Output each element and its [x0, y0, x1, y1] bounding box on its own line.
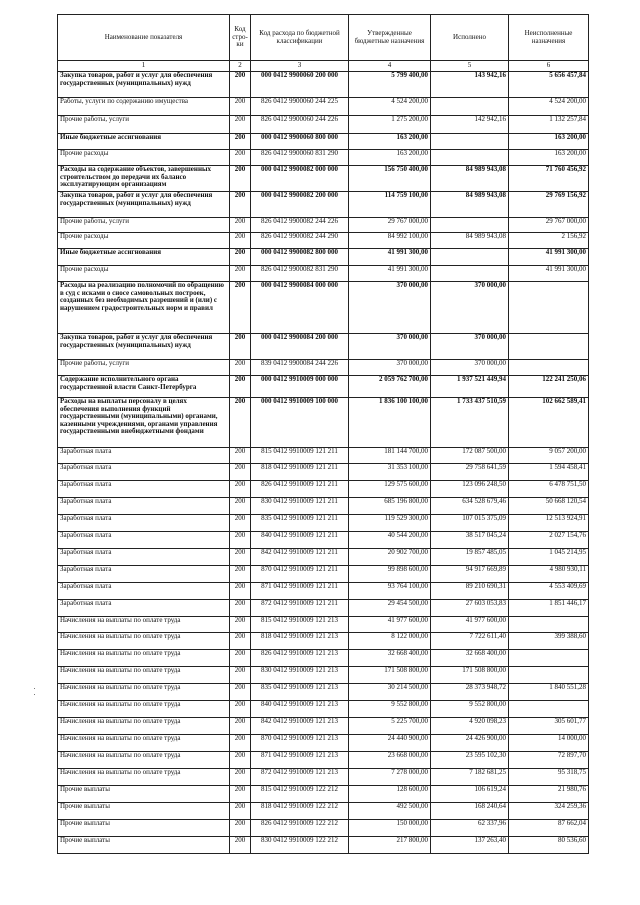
table-row	[58, 249, 589, 266]
unexecuted-amount-cell: 163 200,00	[509, 150, 589, 166]
table-row	[58, 464, 589, 481]
expense-code-cell: 000 0412 9900082 200 000	[251, 192, 349, 218]
expense-code-cell: 826 0412 9900060 831 290	[251, 150, 349, 166]
unexecuted-amount-cell: 41 991 300,00	[509, 249, 589, 266]
header-indicator-name: Наименование показателя	[58, 15, 230, 61]
indicator-name-cell: Заработная плата	[58, 566, 230, 583]
indicator-name-cell: Заработная плата	[58, 532, 230, 549]
table-row	[58, 98, 589, 116]
expense-code-cell: 870 0412 9910009 121 211	[251, 566, 349, 583]
executed-amount-cell: 7 722 611,40	[431, 633, 509, 650]
line-code-cell: 200	[230, 192, 251, 218]
approved-amount-cell: 5 225 700,00	[349, 718, 431, 735]
table-row	[58, 769, 589, 786]
table-row	[58, 650, 589, 667]
indicator-name-cell: Начисления на выплаты по оплате труда	[58, 633, 230, 650]
executed-amount-cell: 4 920 098,23	[431, 718, 509, 735]
executed-amount-cell: 370 000,00	[431, 282, 509, 334]
line-code-cell: 200	[230, 233, 251, 249]
header-line-code: Код стро-ки	[230, 15, 251, 61]
line-code-cell: 200	[230, 98, 251, 116]
unexecuted-amount-cell: 4 524 200,00	[509, 98, 589, 116]
executed-amount-cell	[431, 98, 509, 116]
line-code-cell: 200	[230, 752, 251, 769]
indicator-name-cell: Прочие расходы	[58, 266, 230, 282]
unexecuted-amount-cell: 50 668 120,54	[509, 498, 589, 515]
line-code-cell: 200	[230, 549, 251, 566]
executed-amount-cell: 171 508 800,00	[431, 667, 509, 684]
table-row	[58, 266, 589, 282]
indicator-name-cell: Расходы на выплаты персоналу в целях обеспечения выполнения функций государственными (муниципальными) органами, казенными учреждениями, органами управления государственными внебюджетными фондами	[58, 398, 230, 448]
unexecuted-amount-cell	[509, 617, 589, 633]
expense-code-cell: 835 0412 9910009 121 213	[251, 684, 349, 701]
approved-amount-cell: 370 000,00	[349, 360, 431, 376]
unexecuted-amount-cell: 9 057 200,00	[509, 448, 589, 464]
column-number: 4	[349, 61, 431, 72]
executed-amount-cell: 7 182 681,25	[431, 769, 509, 786]
approved-amount-cell: 156 750 400,00	[349, 166, 431, 192]
table-row	[58, 150, 589, 166]
line-code-cell: 200	[230, 803, 251, 820]
unexecuted-amount-cell: 1 851 446,17	[509, 600, 589, 617]
executed-amount-cell: 142 942,16	[431, 116, 509, 134]
executed-amount-cell: 1 937 521 449,94	[431, 376, 509, 398]
executed-amount-cell: 29 758 641,59	[431, 464, 509, 481]
executed-amount-cell: 62 337,96	[431, 820, 509, 837]
line-code-cell: 200	[230, 376, 251, 398]
expense-code-cell: 830 0412 9910009 121 211	[251, 498, 349, 515]
line-code-cell: 200	[230, 820, 251, 837]
expense-code-cell: 871 0412 9910009 121 211	[251, 583, 349, 600]
expense-code-cell: 842 0412 9910009 121 211	[251, 549, 349, 566]
approved-amount-cell: 2 059 762 700,00	[349, 376, 431, 398]
executed-amount-cell: 106 619,24	[431, 786, 509, 803]
indicator-name-cell: Начисления на выплаты по оплате труда	[58, 718, 230, 735]
line-code-cell: 200	[230, 515, 251, 532]
approved-amount-cell: 7 278 000,00	[349, 769, 431, 786]
expense-code-cell: 870 0412 9910009 121 213	[251, 735, 349, 752]
approved-amount-cell: 29 454 500,00	[349, 600, 431, 617]
line-code-cell: 200	[230, 718, 251, 735]
indicator-name-cell: Прочие работы, услуги	[58, 360, 230, 376]
approved-amount-cell: 31 353 100,00	[349, 464, 431, 481]
executed-amount-cell: 24 426 900,00	[431, 735, 509, 752]
expense-code-cell: 840 0412 9910009 121 213	[251, 701, 349, 718]
table-row	[58, 752, 589, 769]
executed-amount-cell: 27 603 053,83	[431, 600, 509, 617]
executed-amount-cell: 9 552 800,00	[431, 701, 509, 718]
indicator-name-cell: Заработная плата	[58, 481, 230, 498]
indicator-name-cell: Работы, услуги по содержанию имущества	[58, 98, 230, 116]
expense-code-cell: 826 0412 9910009 122 212	[251, 820, 349, 837]
approved-amount-cell: 128 600,00	[349, 786, 431, 803]
approved-amount-cell: 1 836 100 100,00	[349, 398, 431, 448]
unexecuted-amount-cell	[509, 282, 589, 334]
table-body	[58, 72, 589, 854]
line-code-cell: 200	[230, 532, 251, 549]
indicator-name-cell: Расходы на реализацию полномочий по обращению в суд с исками о сносе самовольных построек, созданных без необходимых разрешений и (или) с нарушением градостроительных норм и правил	[58, 282, 230, 334]
expense-code-cell: 000 0412 9900082 800 000	[251, 249, 349, 266]
indicator-name-cell: Начисления на выплаты по оплате труда	[58, 617, 230, 633]
indicator-name-cell: Заработная плата	[58, 464, 230, 481]
approved-amount-cell: 1 275 200,00	[349, 116, 431, 134]
unexecuted-amount-cell: 71 760 456,92	[509, 166, 589, 192]
unexecuted-amount-cell: 4 553 409,69	[509, 583, 589, 600]
indicator-name-cell: Заработная плата	[58, 498, 230, 515]
line-code-cell: 200	[230, 684, 251, 701]
unexecuted-amount-cell: 1 132 257,84	[509, 116, 589, 134]
table-row	[58, 398, 589, 448]
line-code-cell: 200	[230, 498, 251, 515]
approved-amount-cell: 685 196 800,00	[349, 498, 431, 515]
executed-amount-cell	[431, 249, 509, 266]
column-number: 5	[431, 61, 509, 72]
line-code-cell: 200	[230, 617, 251, 633]
approved-amount-cell: 41 977 600,00	[349, 617, 431, 633]
expense-code-cell: 000 0412 9900060 200 000	[251, 72, 349, 98]
unexecuted-amount-cell: 2 027 154,76	[509, 532, 589, 549]
unexecuted-amount-cell: 1 045 214,95	[509, 549, 589, 566]
approved-amount-cell: 84 992 100,00	[349, 233, 431, 249]
indicator-name-cell: Прочие работы, услуги	[58, 116, 230, 134]
line-code-cell: 200	[230, 566, 251, 583]
expense-code-cell: 830 0412 9910009 121 213	[251, 667, 349, 684]
expense-code-cell: 818 0412 9910009 121 211	[251, 464, 349, 481]
line-code-cell: 200	[230, 150, 251, 166]
table-row	[58, 515, 589, 532]
approved-amount-cell: 114 759 100,00	[349, 192, 431, 218]
header-expense-code: Код расхода по бюджетной классификации	[251, 15, 349, 61]
approved-amount-cell: 163 200,00	[349, 134, 431, 150]
unexecuted-amount-cell: 122 241 250,06	[509, 376, 589, 398]
line-code-cell: 200	[230, 464, 251, 481]
unexecuted-amount-cell	[509, 650, 589, 667]
approved-amount-cell: 29 767 000,00	[349, 218, 431, 233]
unexecuted-amount-cell: 102 662 589,41	[509, 398, 589, 448]
indicator-name-cell: Начисления на выплаты по оплате труда	[58, 650, 230, 667]
indicator-name-cell: Начисления на выплаты по оплате труда	[58, 684, 230, 701]
expense-code-cell: 000 0412 9910009 000 000	[251, 376, 349, 398]
header-unexecuted: Неисполненные назначения	[509, 15, 589, 61]
indicator-name-cell: Прочие работы, услуги	[58, 218, 230, 233]
indicator-name-cell: Прочие выплаты	[58, 786, 230, 803]
approved-amount-cell: 4 524 200,00	[349, 98, 431, 116]
expense-code-cell: 839 0412 9900084 244 226	[251, 360, 349, 376]
expense-code-cell: 818 0412 9910009 121 213	[251, 633, 349, 650]
table-row	[58, 481, 589, 498]
indicator-name-cell: Прочие выплаты	[58, 820, 230, 837]
executed-amount-cell: 32 668 400,00	[431, 650, 509, 667]
table-row	[58, 532, 589, 549]
expense-code-cell: 815 0412 9910009 122 212	[251, 786, 349, 803]
approved-amount-cell: 20 902 700,00	[349, 549, 431, 566]
expense-code-cell: 871 0412 9910009 121 213	[251, 752, 349, 769]
indicator-name-cell: Начисления на выплаты по оплате труда	[58, 667, 230, 684]
unexecuted-amount-cell	[509, 667, 589, 684]
line-code-cell: 200	[230, 218, 251, 233]
executed-amount-cell: 634 528 679,46	[431, 498, 509, 515]
column-number: 3	[251, 61, 349, 72]
expense-code-cell: 000 0412 9900082 000 000	[251, 166, 349, 192]
table-row	[58, 549, 589, 566]
indicator-name-cell: Прочие расходы	[58, 233, 230, 249]
table-row	[58, 617, 589, 633]
executed-amount-cell: 143 942,16	[431, 72, 509, 98]
indicator-name-cell: Начисления на выплаты по оплате труда	[58, 735, 230, 752]
column-number-row	[58, 61, 589, 72]
executed-amount-cell: 123 096 248,50	[431, 481, 509, 498]
executed-amount-cell: 84 989 943,08	[431, 166, 509, 192]
approved-amount-cell: 24 440 900,00	[349, 735, 431, 752]
executed-amount-cell	[431, 134, 509, 150]
table-row	[58, 718, 589, 735]
approved-amount-cell: 93 764 100,00	[349, 583, 431, 600]
unexecuted-amount-cell: 12 513 924,91	[509, 515, 589, 532]
line-code-cell: 200	[230, 481, 251, 498]
line-code-cell: 200	[230, 701, 251, 718]
unexecuted-amount-cell: 5 656 457,84	[509, 72, 589, 98]
approved-amount-cell: 370 000,00	[349, 334, 431, 360]
unexecuted-amount-cell	[509, 360, 589, 376]
unexecuted-amount-cell: 87 662,04	[509, 820, 589, 837]
expense-code-cell: 000 0412 9900060 800 000	[251, 134, 349, 150]
table-row	[58, 600, 589, 617]
executed-amount-cell: 38 517 045,24	[431, 532, 509, 549]
indicator-name-cell: Начисления на выплаты по оплате труда	[58, 769, 230, 786]
expense-code-cell: 000 0412 9910009 100 000	[251, 398, 349, 448]
unexecuted-amount-cell	[509, 701, 589, 718]
indicator-name-cell: Заработная плата	[58, 583, 230, 600]
approved-amount-cell: 119 529 300,00	[349, 515, 431, 532]
line-code-cell: 200	[230, 72, 251, 98]
column-number: 6	[509, 61, 589, 72]
indicator-name-cell: Иные бюджетные ассигнования	[58, 249, 230, 266]
line-code-cell: 200	[230, 735, 251, 752]
table-row	[58, 583, 589, 600]
expense-code-cell: 830 0412 9910009 122 212	[251, 837, 349, 854]
indicator-name-cell: Закупка товаров, работ и услуг для обеспечения государственных (муниципальных) нужд	[58, 72, 230, 98]
table-row	[58, 667, 589, 684]
line-code-cell: 200	[230, 116, 251, 134]
unexecuted-amount-cell: 29 769 156,92	[509, 192, 589, 218]
indicator-name-cell: Заработная плата	[58, 549, 230, 566]
approved-amount-cell: 5 799 400,00	[349, 72, 431, 98]
table-row	[58, 192, 589, 218]
table-row	[58, 282, 589, 334]
approved-amount-cell: 40 544 200,00	[349, 532, 431, 549]
table-row	[58, 448, 589, 464]
header-approved: Утвержденные бюджетные назначения	[349, 15, 431, 61]
line-code-cell: 200	[230, 448, 251, 464]
document-page	[57, 14, 588, 854]
executed-amount-cell: 23 595 102,30	[431, 752, 509, 769]
column-number: 2	[230, 61, 251, 72]
table-row	[58, 803, 589, 820]
executed-amount-cell: 172 087 500,00	[431, 448, 509, 464]
expense-code-cell: 835 0412 9910009 121 211	[251, 515, 349, 532]
expense-code-cell: 826 0412 9910009 121 213	[251, 650, 349, 667]
approved-amount-cell: 32 668 400,00	[349, 650, 431, 667]
line-code-cell: 200	[230, 667, 251, 684]
table-row	[58, 166, 589, 192]
line-code-cell: 200	[230, 600, 251, 617]
executed-amount-cell: 89 210 690,31	[431, 583, 509, 600]
executed-amount-cell: 168 240,64	[431, 803, 509, 820]
table-row	[58, 116, 589, 134]
expense-code-cell: 818 0412 9910009 122 212	[251, 803, 349, 820]
line-code-cell: 200	[230, 166, 251, 192]
approved-amount-cell: 163 200,00	[349, 150, 431, 166]
indicator-name-cell: Заработная плата	[58, 448, 230, 464]
indicator-name-cell: Начисления на выплаты по оплате труда	[58, 701, 230, 718]
approved-amount-cell: 8 122 000,00	[349, 633, 431, 650]
approved-amount-cell: 370 000,00	[349, 282, 431, 334]
table-row	[58, 820, 589, 837]
table-row	[58, 684, 589, 701]
indicator-name-cell: Закупка товаров, работ и услуг для обеспечения государственных (муниципальных) нужд	[58, 334, 230, 360]
unexecuted-amount-cell: 41 991 300,00	[509, 266, 589, 282]
indicator-name-cell: Заработная плата	[58, 600, 230, 617]
executed-amount-cell: 84 989 943,08	[431, 233, 509, 249]
approved-amount-cell: 181 144 700,00	[349, 448, 431, 464]
indicator-name-cell: Иные бюджетные ассигнования	[58, 134, 230, 150]
expense-code-cell: 826 0412 9900060 244 226	[251, 116, 349, 134]
expense-code-cell: 872 0412 9910009 121 213	[251, 769, 349, 786]
unexecuted-amount-cell: 21 980,76	[509, 786, 589, 803]
line-code-cell: 200	[230, 134, 251, 150]
expense-code-cell: 815 0412 9910009 121 213	[251, 617, 349, 633]
expense-code-cell: 826 0412 9900082 244 290	[251, 233, 349, 249]
table-row	[58, 786, 589, 803]
table-row	[58, 498, 589, 515]
expense-code-cell: 000 0412 9900084 200 000	[251, 334, 349, 360]
indicator-name-cell: Прочие выплаты	[58, 837, 230, 854]
expense-code-cell: 842 0412 9910009 121 213	[251, 718, 349, 735]
executed-amount-cell: 137 263,40	[431, 837, 509, 854]
table-row	[58, 233, 589, 249]
line-code-cell: 200	[230, 360, 251, 376]
approved-amount-cell: 9 552 800,00	[349, 701, 431, 718]
unexecuted-amount-cell	[509, 334, 589, 360]
unexecuted-amount-cell: 6 478 751,50	[509, 481, 589, 498]
expense-code-cell: 000 0412 9900084 000 000	[251, 282, 349, 334]
indicator-name-cell: Содержание исполнительного органа государственной власти Санкт-Петербурга	[58, 376, 230, 398]
unexecuted-amount-cell: 324 259,36	[509, 803, 589, 820]
table-row	[58, 566, 589, 583]
approved-amount-cell: 492 500,00	[349, 803, 431, 820]
approved-amount-cell: 41 991 300,00	[349, 266, 431, 282]
indicator-name-cell: Прочие выплаты	[58, 803, 230, 820]
expense-code-cell: 815 0412 9910009 121 211	[251, 448, 349, 464]
unexecuted-amount-cell: 95 318,75	[509, 769, 589, 786]
executed-amount-cell: 94 917 669,89	[431, 566, 509, 583]
table-row	[58, 360, 589, 376]
expense-code-cell: 826 0412 9900060 244 225	[251, 98, 349, 116]
budget-execution-table	[57, 14, 589, 854]
expense-code-cell: 826 0412 9900082 244 226	[251, 218, 349, 233]
table-row	[58, 837, 589, 854]
executed-amount-cell: 107 015 375,09	[431, 515, 509, 532]
approved-amount-cell: 23 668 000,00	[349, 752, 431, 769]
unexecuted-amount-cell: 4 980 930,11	[509, 566, 589, 583]
unexecuted-amount-cell: 1 840 551,28	[509, 684, 589, 701]
executed-amount-cell: 84 989 943,08	[431, 192, 509, 218]
approved-amount-cell: 99 898 600,00	[349, 566, 431, 583]
approved-amount-cell: 41 991 300,00	[349, 249, 431, 266]
unexecuted-amount-cell: 305 601,77	[509, 718, 589, 735]
line-code-cell: 200	[230, 398, 251, 448]
table-row	[58, 701, 589, 718]
indicator-name-cell: Начисления на выплаты по оплате труда	[58, 752, 230, 769]
line-code-cell: 200	[230, 650, 251, 667]
expense-code-cell: 826 0412 9900082 831 290	[251, 266, 349, 282]
line-code-cell: 200	[230, 837, 251, 854]
line-code-cell: 200	[230, 769, 251, 786]
table-row	[58, 134, 589, 150]
executed-amount-cell: 370 000,00	[431, 334, 509, 360]
header-executed: Исполнено	[431, 15, 509, 61]
expense-code-cell: 826 0412 9910009 121 211	[251, 481, 349, 498]
unexecuted-amount-cell: 399 388,60	[509, 633, 589, 650]
approved-amount-cell: 129 575 600,00	[349, 481, 431, 498]
line-code-cell: 200	[230, 583, 251, 600]
executed-amount-cell: 370 000,00	[431, 360, 509, 376]
approved-amount-cell: 30 214 500,00	[349, 684, 431, 701]
line-code-cell: 200	[230, 633, 251, 650]
unexecuted-amount-cell: 1 594 458,41	[509, 464, 589, 481]
table-row	[58, 633, 589, 650]
table-row	[58, 218, 589, 233]
unexecuted-amount-cell: 29 767 000,00	[509, 218, 589, 233]
executed-amount-cell: 28 373 948,72	[431, 684, 509, 701]
table-row	[58, 72, 589, 98]
unexecuted-amount-cell: 163 200,00	[509, 134, 589, 150]
column-number: 1	[58, 61, 230, 72]
executed-amount-cell	[431, 266, 509, 282]
line-code-cell: 200	[230, 249, 251, 266]
executed-amount-cell	[431, 150, 509, 166]
table-row	[58, 334, 589, 360]
executed-amount-cell: 1 733 437 510,59	[431, 398, 509, 448]
indicator-name-cell: Закупка товаров, работ и услуг для обеспечения государственных (муниципальных) нужд	[58, 192, 230, 218]
line-code-cell: 200	[230, 334, 251, 360]
indicator-name-cell: Заработная плата	[58, 515, 230, 532]
executed-amount-cell	[431, 218, 509, 233]
approved-amount-cell: 150 000,00	[349, 820, 431, 837]
executed-amount-cell: 19 857 485,05	[431, 549, 509, 566]
indicator-name-cell: Прочие расходы	[58, 150, 230, 166]
table-header-row	[58, 15, 589, 61]
line-code-cell: 200	[230, 786, 251, 803]
expense-code-cell: 872 0412 9910009 121 211	[251, 600, 349, 617]
unexecuted-amount-cell: 72 897,70	[509, 752, 589, 769]
expense-code-cell: 840 0412 9910009 121 211	[251, 532, 349, 549]
indicator-name-cell: Расходы на содержание объектов, завершенных строительством до передачи их балансо эксплуатирующим организациям	[58, 166, 230, 192]
unexecuted-amount-cell: 14 000,00	[509, 735, 589, 752]
unexecuted-amount-cell: 80 536,60	[509, 837, 589, 854]
approved-amount-cell: 217 800,00	[349, 837, 431, 854]
table-row	[58, 735, 589, 752]
unexecuted-amount-cell: 2 156,92	[509, 233, 589, 249]
line-code-cell: 200	[230, 266, 251, 282]
executed-amount-cell: 41 977 600,00	[431, 617, 509, 633]
table-row	[58, 376, 589, 398]
approved-amount-cell: 171 508 800,00	[349, 667, 431, 684]
line-code-cell: 200	[230, 282, 251, 334]
